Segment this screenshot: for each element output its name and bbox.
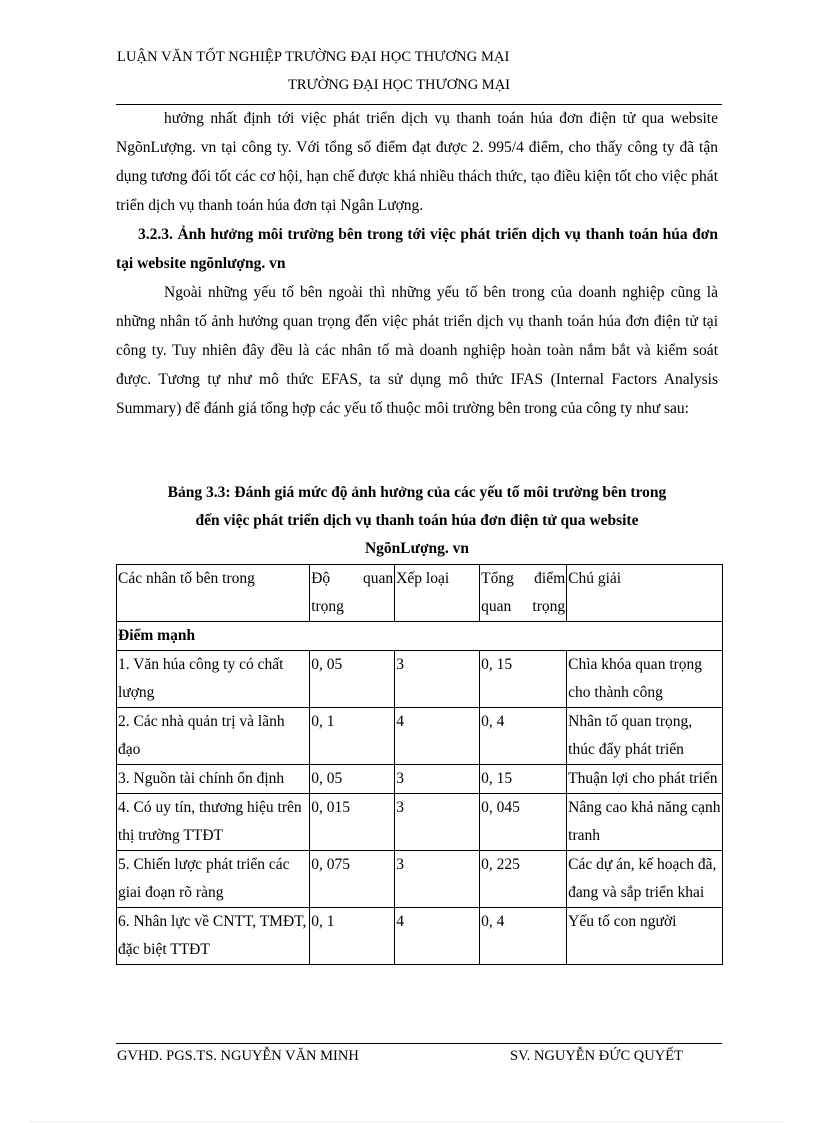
ifas-table [116,564,723,965]
cell-weight: 0, 1 [310,908,395,965]
cell-note: Chìa khóa quan trọng cho thành công [567,651,723,708]
cell-rating: 3 [395,794,480,851]
cell-factor: 4. Có uy tín, thương hiệu trên thị trường TTĐT [117,794,310,851]
body-text [116,104,718,423]
cell-factor: 6. Nhân lực về CNTT, TMĐT, đặc biệt TTĐT [117,908,310,965]
table-row [117,908,723,965]
table-row [117,794,723,851]
cell-score: 0, 4 [480,708,567,765]
cell-note: Thuận lợi cho phát triển [567,765,723,794]
cell-note: Yếu tố con người [567,908,723,965]
cell-rating: 3 [395,651,480,708]
cell-rating: 4 [395,708,480,765]
header-rating: Xếp loại [395,565,480,622]
header-weighted-score: Tổng điểm quan trọng [480,565,567,622]
table-caption-line-2: đến việc phát triển dịch vụ thanh toán húa đơn điện tử qua website [195,512,639,529]
header-factor: Các nhân tố bên trong [117,565,310,622]
running-header-title: LUẬN VĂN TỐT NGHIỆP TRƯỜNG ĐẠI HỌC THƯƠNG MẠI [117,49,510,65]
table-row [117,851,723,908]
table-row [117,708,723,765]
cell-rating: 4 [395,908,480,965]
cell-score: 0, 15 [480,651,567,708]
cell-factor: 2. Các nhà quản trị và lãnh đạo [117,708,310,765]
table-group-row [117,622,723,651]
header-weight: Độ quan trọng [310,565,395,622]
cell-weight: 0, 05 [310,765,395,794]
table-row [117,765,723,794]
group-strengths: Điểm mạnh [117,622,723,651]
running-header-school: TRƯỜNG ĐẠI HỌC THƯƠNG MẠI [288,77,511,93]
paragraph-efas-conclusion: hưởng nhất định tới việc phát triển dịch vụ thanh toán húa đơn điện tử qua website NgõnLượng. vn tại công ty. Với tổng số điểm đạt được 2. 995/4 điểm, cho thấy công ty đã tận dụng tương đối tốt các cơ hội, hạn chế được khá nhiều thách thức, tạo điều kiện tốt cho việc phát triển dịch vụ thanh toán húa đơn tại Ngân Lượng. [116,110,718,214]
cell-score: 0, 15 [480,765,567,794]
cell-rating: 3 [395,851,480,908]
cell-weight: 0, 1 [310,708,395,765]
cell-factor: 1. Văn húa công ty có chất lượng [117,651,310,708]
cell-weight: 0, 05 [310,651,395,708]
cell-weight: 0, 075 [310,851,395,908]
cell-weight: 0, 015 [310,794,395,851]
table-caption [116,479,718,563]
footer-student: SV. NGUYỄN ĐỨC QUYẾT [510,1048,683,1064]
section-heading-3-2-3: 3.2.3. Ảnh hưởng môi trường bên trong tới việc phát triển dịch vụ thanh toán húa đơn tại website ngõnlượng. vn [116,226,718,272]
cell-rating: 3 [395,765,480,794]
cell-factor: 5. Chiến lược phát triển các giai đoạn rõ ràng [117,851,310,908]
footer-supervisor: GVHD. PGS.TS. NGUYỄN VĂN MINH [117,1048,359,1064]
cell-score: 0, 4 [480,908,567,965]
cell-note: Nhân tố quan trọng, thúc đẩy phát triển [567,708,723,765]
header-note: Chú giải [567,565,723,622]
page-edge-dots [30,1121,786,1122]
cell-note: Các dự án, kế hoạch đã, đang và sắp triển khai [567,851,723,908]
table-caption-line-1: Bảng 3.3: Đánh giá mức độ ảnh hưởng của các yếu tố môi trường bên trong [167,484,667,501]
cell-score: 0, 225 [480,851,567,908]
table-caption-line-3: NgõnLượng. vn [364,540,470,557]
footer-rule [116,1043,722,1044]
cell-note: Nâng cao khả năng cạnh tranh [567,794,723,851]
table-row [117,651,723,708]
table-header-row [117,565,723,622]
paragraph-internal-factors: Ngoài những yếu tố bên ngoài thì những yếu tố bên trong của doanh nghiệp cũng là những nhân tố ảnh hưởng quan trọng đến việc phát triển dịch vụ thanh toán húa đơn điện tử tại công ty. Tuy nhiên đây đều là các nhân tố mà doanh nghiệp hoàn toàn nắm bắt và kiểm soát được. Tương tự như mô thức EFAS, ta sử dụng mô thức IFAS (Internal Factors Analysis Summary) để đánh giá tổng hợp các yếu tố thuộc môi trường bên trong của công ty như sau: [116,284,718,417]
cell-score: 0, 045 [480,794,567,851]
cell-factor: 3. Nguồn tài chính ổn định [117,765,310,794]
